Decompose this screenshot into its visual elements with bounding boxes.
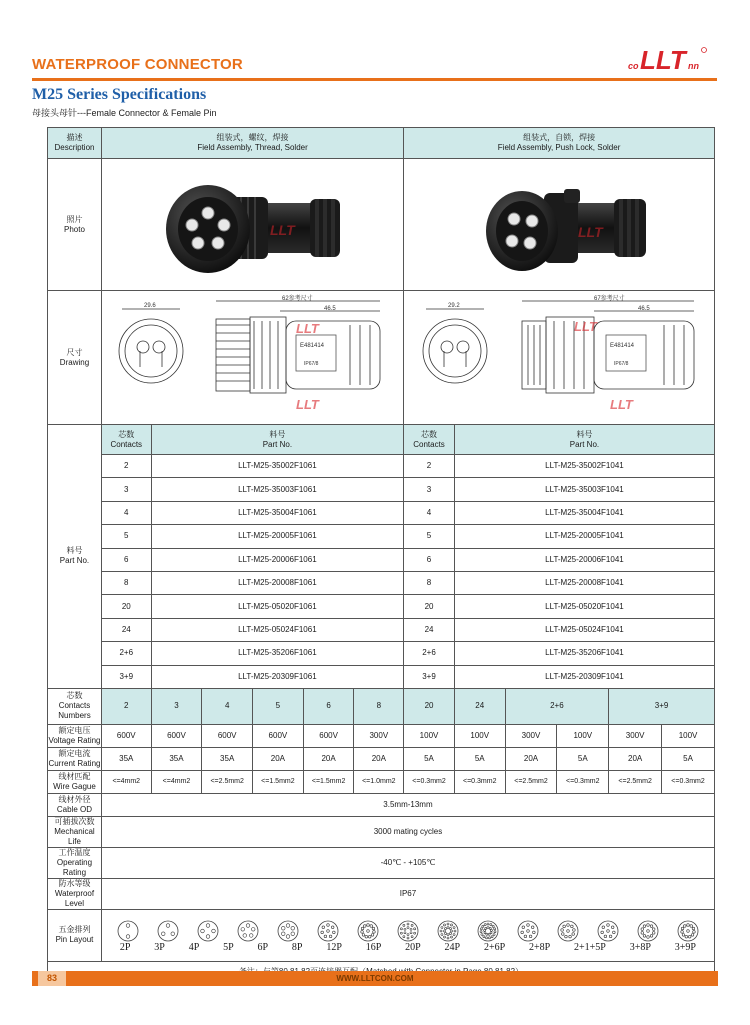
description-label: 描述 Description	[48, 128, 102, 159]
wire-row: 线材匹配 Wire Gague <=4mm2 <=4mm2 <=2.5mm2 <=1.5mm2 <=1.5mm2 <=1.0mm2 <=0.3mm2 <=0.3mm2 <=2.5mm2 <=0.3mm2 <=2.5mm2 <=0.3mm2	[48, 770, 715, 793]
pin-label: 3P	[154, 941, 165, 953]
svg-text:67参考尺寸: 67参考尺寸	[594, 296, 625, 302]
current-label: 额定电流 Current Rating	[48, 747, 102, 770]
pin-label: 20P	[405, 941, 421, 953]
pin-label: 24P	[444, 941, 461, 953]
drawing-right	[404, 291, 715, 425]
temp-label: 工作温度 Operating Rating	[48, 847, 102, 878]
svg-text:IP67/8: IP67/8	[614, 361, 629, 367]
cable-row: 线材外径 Cable OD 3.5mm-13mm	[48, 793, 715, 816]
section-title: WATERPROOF CONNECTOR	[32, 56, 243, 73]
svg-text:E481414: E481414	[299, 343, 324, 349]
partno-label: 料号 Part No.	[48, 425, 102, 689]
svg-text:LLT: LLT	[578, 224, 603, 240]
photo-row	[48, 159, 715, 291]
table-row: 20 LLT-M25-05020F1061 20 LLT-M25-05020F1041	[48, 595, 715, 618]
pin-layout-icon	[197, 920, 219, 942]
pin-label: 2+6P	[483, 941, 506, 953]
page-number: 83	[38, 971, 66, 986]
svg-text:LLT: LLT	[295, 321, 319, 336]
connector-photo-pushlock	[414, 159, 704, 287]
drawing-left	[101, 291, 403, 425]
water-label: 防水等级 Waterproof Level	[48, 878, 102, 909]
pin-label: 6P	[257, 941, 269, 953]
cable-label: 线材外径 Cable OD	[48, 793, 102, 816]
svg-text:29.2: 29.2	[448, 303, 460, 309]
svg-text:E481414: E481414	[610, 343, 635, 349]
pin-label: 2+1+5P	[574, 941, 606, 953]
contacts-numbers-row: 芯数 Contacts Numbers 2 3 4 5 6 8 20 24 2+6 3+9	[48, 688, 715, 724]
table-row: 2+6 LLT-M25-35206F1061 2+6 LLT-M25-35206F1041	[48, 642, 715, 665]
svg-text:46.5: 46.5	[323, 306, 336, 312]
life-label: 可插拔次数 Mechanical Life	[48, 816, 102, 847]
pin-layout-icon	[237, 920, 259, 942]
photo-left	[101, 159, 403, 291]
connector-photo-thread	[110, 159, 396, 287]
pin-layout-icon	[357, 920, 379, 942]
water-row: 防水等级 Waterproof Level IP67	[48, 878, 715, 909]
part-header-row	[48, 425, 715, 455]
pin-label: 5P	[223, 941, 234, 953]
pin-layout-icon	[317, 920, 339, 942]
table-row: 24 LLT-M25-05024F1061 24 LLT-M25-05024F1041	[48, 618, 715, 641]
pin-labels	[102, 942, 714, 955]
header-divider	[32, 78, 717, 81]
pin-layout-icon	[637, 920, 659, 942]
voltage-row: 额定电压 Voltage Rating 600V 600V 600V 600V 600V 300V 100V 100V 300V 100V 300V 100V	[48, 724, 715, 747]
contacts-header-left: 芯数 Contacts	[101, 425, 151, 455]
pin-layout-row	[48, 909, 715, 961]
pin-layout-icon	[157, 920, 179, 942]
part-header-left: 料号 Part No.	[151, 425, 404, 455]
pin-label: 8P	[291, 941, 303, 953]
svg-text:46.5: 46.5	[638, 306, 650, 312]
pin-label: 2P	[119, 941, 131, 953]
spec-table	[47, 127, 715, 984]
subtitle: 母接头母针---Female Connector & Female Pin	[32, 108, 217, 118]
contacts-header-right: 芯数 Contacts	[404, 425, 455, 455]
svg-text:LLT: LLT	[574, 319, 597, 334]
table-row: 6 LLT-M25-20006F1061 6 LLT-M25-20006F1041	[48, 548, 715, 571]
photo-right	[404, 159, 715, 291]
svg-text:62参考尺寸: 62参考尺寸	[281, 296, 313, 302]
wire-label: 线材匹配 Wire Gague	[48, 770, 102, 793]
svg-text:IP67/8: IP67/8	[303, 361, 319, 367]
table-row: 3 LLT-M25-35003F1061 3 LLT-M25-35003F1041	[48, 478, 715, 501]
pin-label: 16P	[365, 941, 382, 953]
pin-layout-icon	[517, 920, 539, 942]
pin-layout-icon	[277, 920, 299, 942]
temp-row: 工作温度 Operating Rating -40℃ - +105℃	[48, 847, 715, 878]
series-title: M25 Series Specifications	[32, 86, 207, 103]
pin-layout-icon	[437, 920, 459, 942]
part-header-right: 料号 Part No.	[454, 425, 714, 455]
pin-layout-label: 五金排列 Pin Layout	[48, 909, 102, 961]
pin-layout-icon	[397, 920, 419, 942]
drawing-label: 尺寸 Drawing	[48, 291, 102, 425]
svg-text:LLT: LLT	[269, 222, 295, 238]
pin-label: 12P	[326, 941, 342, 953]
pin-label: 4P	[188, 941, 200, 953]
pin-label: 2+8P	[528, 941, 551, 953]
svg-text:29.6: 29.6	[143, 303, 156, 309]
voltage-label: 额定电压 Voltage Rating	[48, 724, 102, 747]
pin-layout-icon	[677, 920, 699, 942]
svg-text:LLT: LLT	[640, 45, 686, 73]
table-row: 2 LLT-M25-35002F1061 2 LLT-M25-35002F1041	[48, 455, 715, 478]
contacts-numbers-label: 芯数 Contacts Numbers	[48, 688, 102, 724]
drawing-pushlock	[414, 291, 704, 421]
pin-layout-icon	[557, 920, 579, 942]
photo-label: 照片 Photo	[48, 159, 102, 291]
table-row: 3+9 LLT-M25-20309F1061 3+9 LLT-M25-20309F1041	[48, 665, 715, 688]
current-row: 额定电流 Current Rating 35A 35A 35A 20A 20A 20A 5A 5A 20A 5A 20A 5A	[48, 747, 715, 770]
footer-url[interactable]: WWW.LLTCON.COM	[336, 974, 414, 983]
svg-text:nn: nn	[688, 61, 699, 71]
llt-logo	[628, 45, 710, 73]
drawing-thread	[110, 291, 396, 421]
table-row: 4 LLT-M25-35004F1061 4 LLT-M25-35004F1041	[48, 501, 715, 524]
svg-text:LLT: LLT	[295, 397, 319, 412]
description-row	[48, 128, 715, 159]
svg-text:co: co	[628, 61, 639, 71]
description-right: 组装式，自锁，焊接 Field Assembly, Push Lock, Solder	[404, 128, 715, 159]
pin-layout-icon	[597, 920, 619, 942]
pin-icons	[102, 917, 714, 942]
pin-layout-icon	[117, 920, 139, 942]
description-left: 组装式，螺纹，焊接 Field Assembly, Thread, Solder	[101, 128, 403, 159]
pin-label: 3+8P	[629, 941, 651, 953]
drawing-row	[48, 291, 715, 425]
table-row: 8 LLT-M25-20008F1061 8 LLT-M25-20008F1041	[48, 571, 715, 594]
svg-text:LLT: LLT	[610, 397, 633, 412]
table-row: 5 LLT-M25-20005F1061 5 LLT-M25-20005F1041	[48, 525, 715, 548]
pin-layout-icon	[477, 920, 499, 942]
pin-layout-cell	[101, 909, 714, 961]
life-row: 可插拔次数 Mechanical Life 3000 mating cycles	[48, 816, 715, 847]
pin-label: 3+9P	[674, 941, 696, 953]
